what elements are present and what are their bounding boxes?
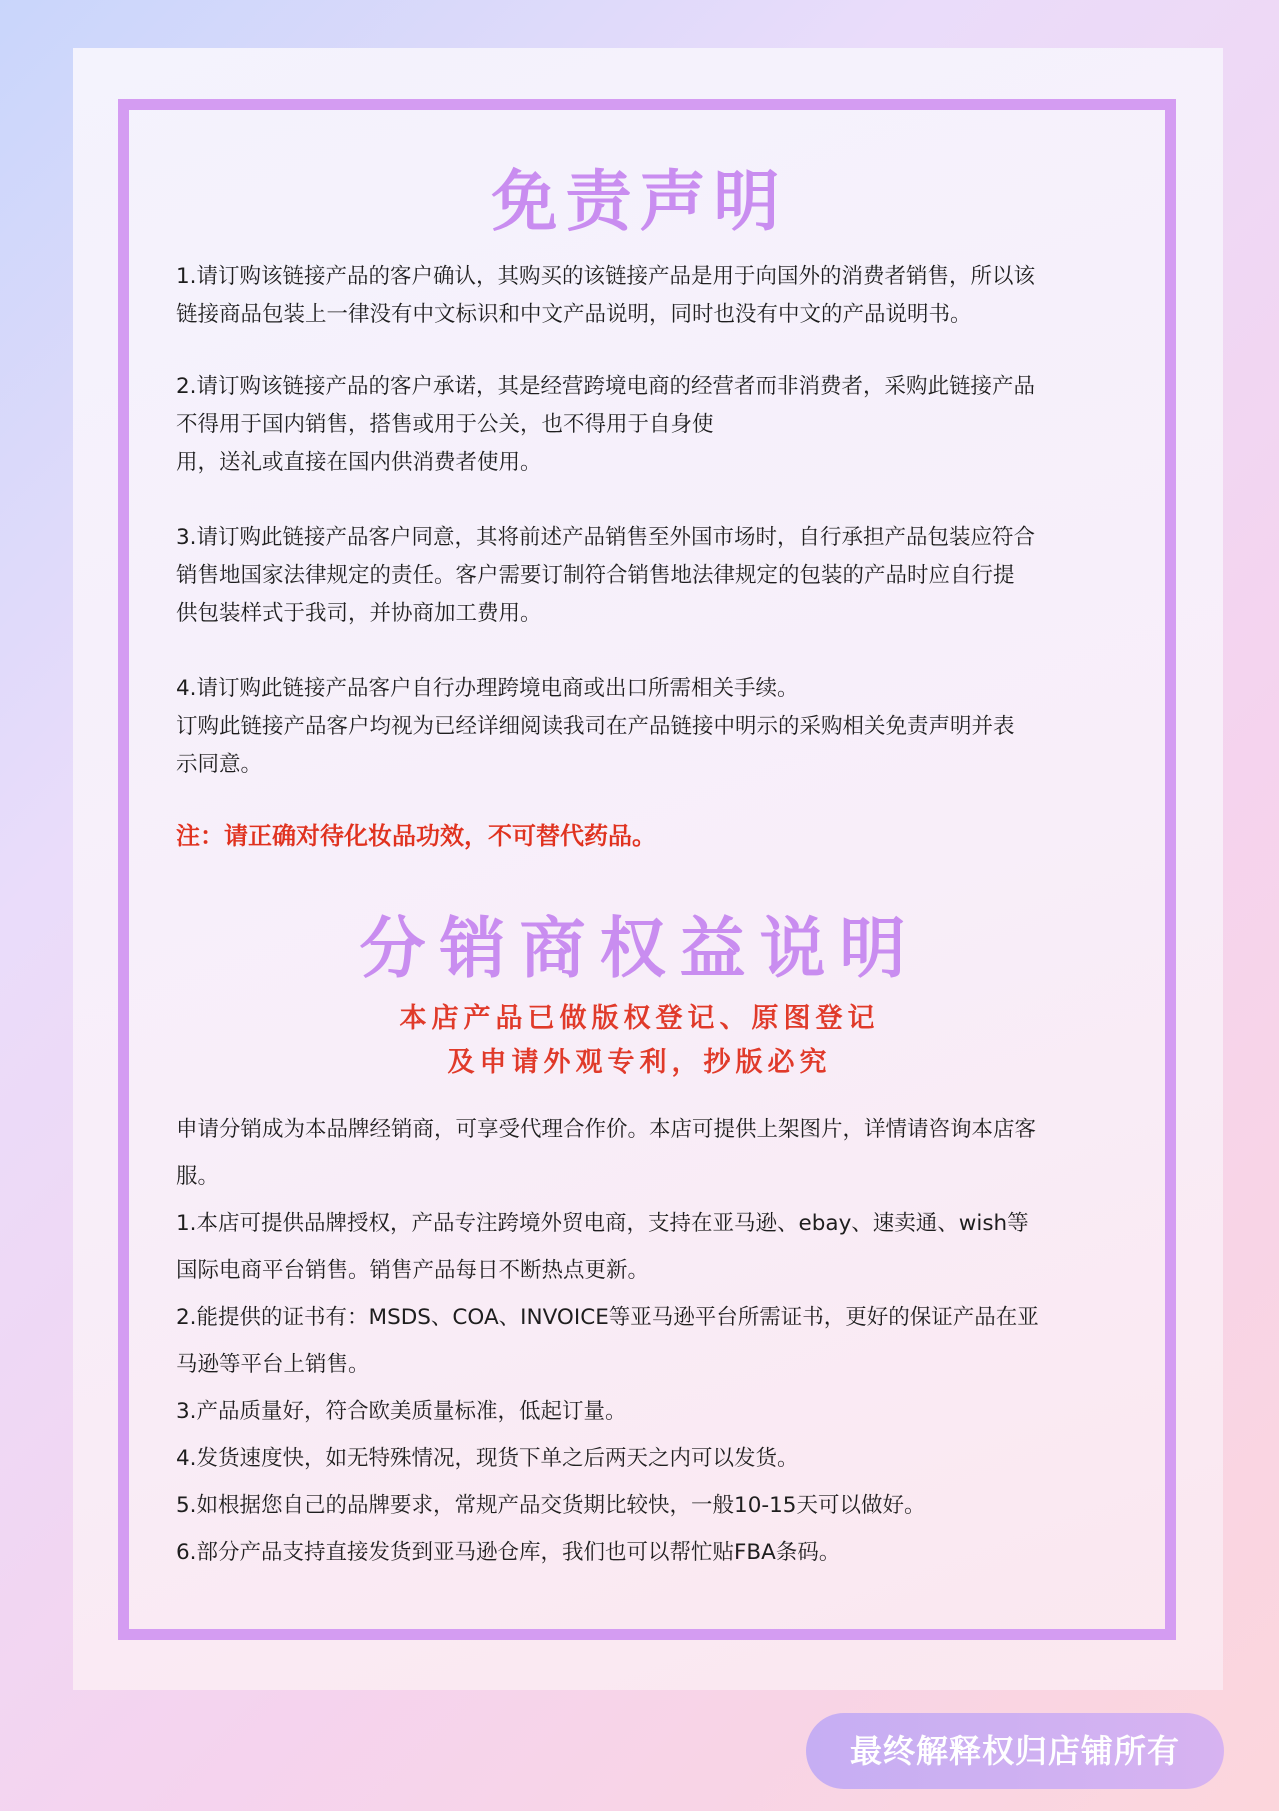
paragraph-line: 3.请订购此链接产品客户同意，其将前述产品销售至外国市场时，自行承担产品包装应符合 <box>176 525 1036 550</box>
list-item: 5.如根据您自己的品牌要求，常规产品交货期比较快，一般10-15天可以做好。 <box>176 1493 926 1518</box>
disclaimer-paragraph-3 <box>176 519 1136 633</box>
cosmetics-note: 注：请正确对待化妆品功效，不可替代药品。 <box>176 822 656 850</box>
copyright-notice-line-1: 本店产品已做版权登记、原图登记 <box>399 1003 880 1034</box>
disclaimer-paragraph-4 <box>176 670 1136 784</box>
paragraph-line: 服。 <box>176 1164 220 1189</box>
distributor-benefits-list <box>176 1200 1136 1576</box>
paragraph-line: 2.请订购该链接产品的客户承诺，其是经营跨境电商的经营者而非消费者，采购此链接产品 <box>176 374 1036 399</box>
copyright-notice-line-2: 及申请外观专利，抄版必究 <box>447 1047 832 1078</box>
list-item: 1.本店可提供品牌授权，产品专注跨境外贸电商，支持在亚马逊、ebay、速卖通、wish等 <box>176 1211 1029 1236</box>
paragraph-line: 用，送礼或直接在国内供消费者使用。 <box>176 450 542 475</box>
list-item: 4.发货速度快，如无特殊情况，现货下单之后两天之内可以发货。 <box>176 1446 799 1471</box>
distributor-title: 分销商权益说明 <box>359 910 920 987</box>
paragraph-line: 销售地国家法律规定的责任。客户需要订制符合销售地法律规定的包装的产品时应自行提 <box>176 563 1015 588</box>
disclaimer-paragraph-1 <box>176 258 1136 334</box>
paragraph-line: 1.请订购该链接产品的客户确认，其购买的该链接产品是用于向国外的消费者销售，所以该 <box>176 264 1036 289</box>
list-item: 3.产品质量好，符合欧美质量标准，低起订量。 <box>176 1399 627 1424</box>
list-item: 2.能提供的证书有：MSDS、COA、INVOICE等亚马逊平台所需证书，更好的保证产品在亚 <box>176 1305 1039 1330</box>
paragraph-line: 供包装样式于我司，并协商加工费用。 <box>176 601 542 626</box>
paragraph-line: 不得用于国内销售，搭售或用于公关，也不得用于自身使 <box>176 412 714 437</box>
list-item: 马逊等平台上销售。 <box>176 1352 370 1377</box>
paragraph-line: 链接商品包装上一律没有中文标识和中文产品说明，同时也没有中文的产品说明书。 <box>176 302 972 327</box>
disclaimer-title: 免责声明 <box>491 163 788 240</box>
list-item: 6.部分产品支持直接发货到亚马逊仓库，我们也可以帮忙贴FBA条码。 <box>176 1540 841 1565</box>
paragraph-line: 4.请订购此链接产品客户自行办理跨境电商或出口所需相关手续。 <box>176 676 799 701</box>
final-interpretation-badge: 最终解释权归店铺所有 <box>806 1713 1224 1789</box>
paragraph-line: 订购此链接产品客户均视为已经详细阅读我司在产品链接中明示的采购相关免责声明并表 <box>176 714 1015 739</box>
paragraph-line: 申请分销成为本品牌经销商，可享受代理合作价。本店可提供上架图片，详情请咨询本店客 <box>176 1117 1037 1142</box>
paragraph-line: 示同意。 <box>176 752 263 777</box>
distributor-intro <box>176 1106 1136 1200</box>
list-item: 国际电商平台销售。销售产品每日不断热点更新。 <box>176 1258 650 1283</box>
disclaimer-paragraph-2 <box>176 368 1136 482</box>
